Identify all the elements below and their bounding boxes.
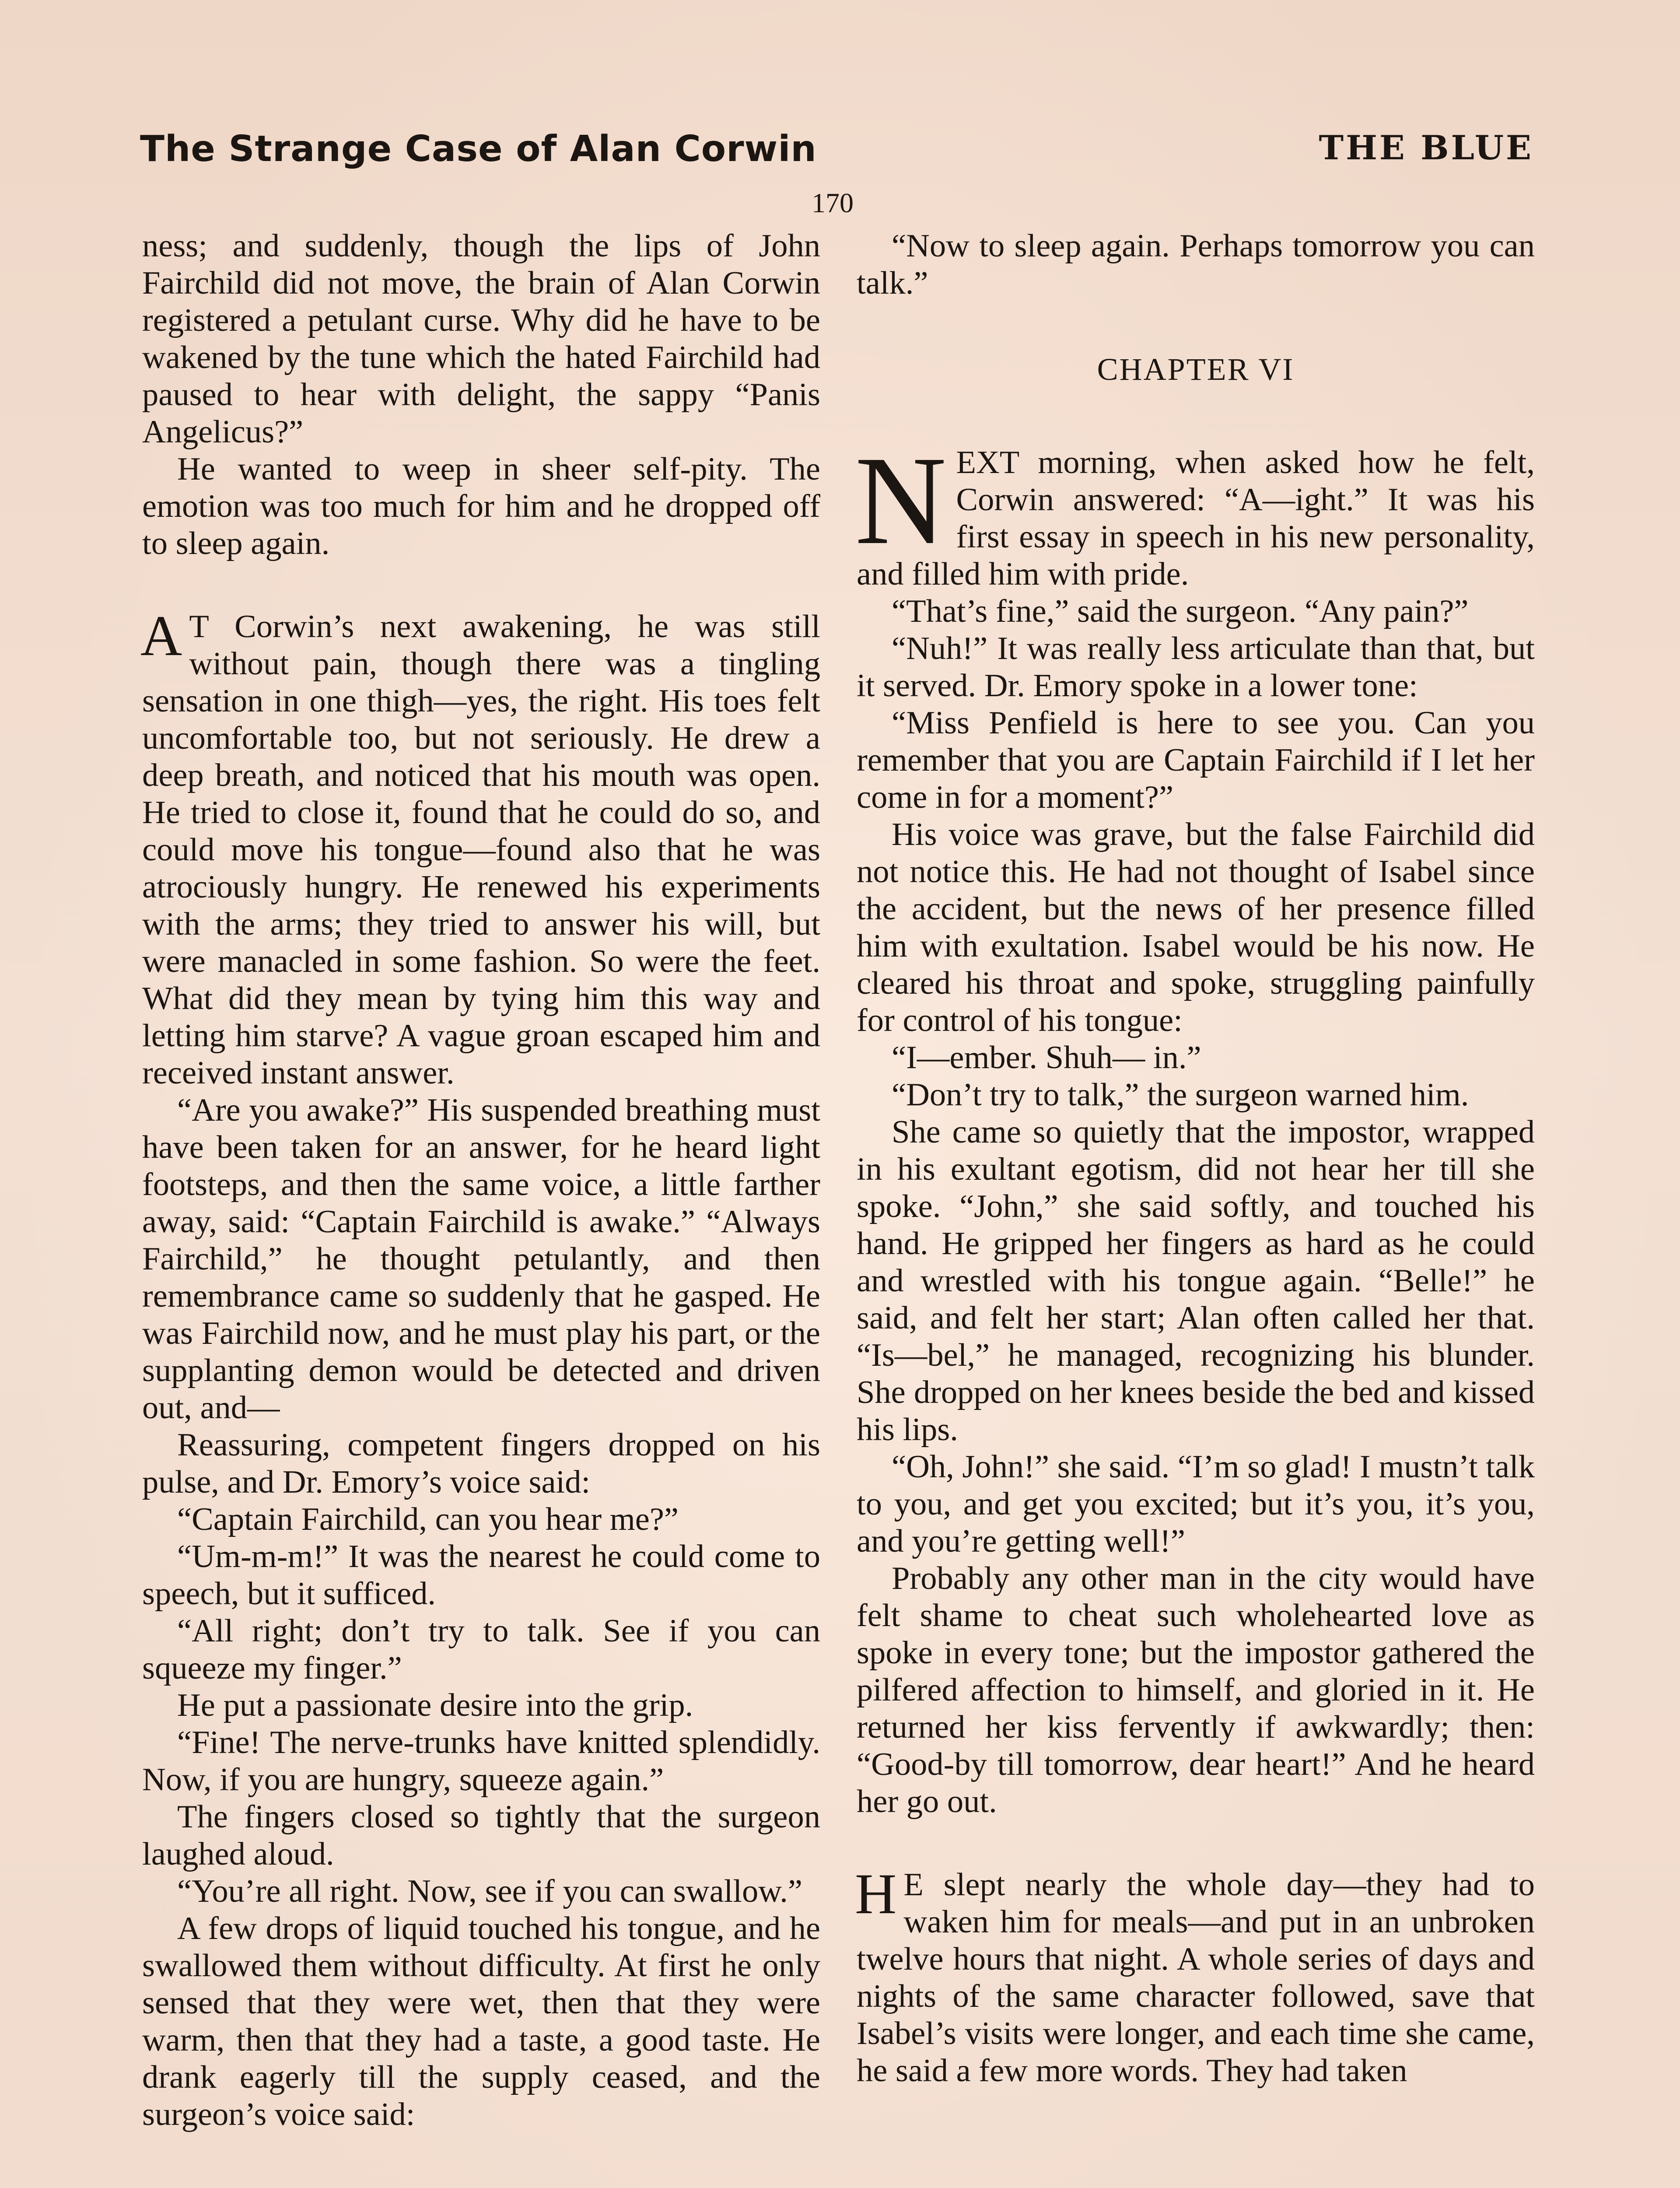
paragraph: “All right; don’t try to talk. See if you can squeeze my finger.” (142, 1613, 820, 1686)
paragraph: “Now to sleep again. Perhaps tomorrow you can talk.” (857, 228, 1535, 301)
paragraph-with-initial (855, 1862, 1535, 2090)
left-column (142, 228, 820, 2133)
paragraph: “Captain Fairchild, can you hear me?” (177, 1501, 679, 1537)
paragraph: “Don’t try to talk,” the surgeon warned him. (892, 1077, 1469, 1113)
paragraph: A few drops of liquid touched his tongue, and he swallowed them without difficulty. At first he only sensed that they were wet, then that they were warm, then that they had a taste, a good taste. He drank eagerly till the supply ceased, and the surgeon’s voice said: (142, 1911, 820, 2132)
paragraph: “Fine! The nerve-trunks have knitted splendidly. Now, if you are hungry, squeeze again.” (142, 1725, 820, 1798)
paragraph: Probably any other man in the city would have felt shame to cheat such wholehearted love as spoke in every tone; but the impostor gathered the pilfered affection to himself, and gloried in it. He returned her kiss fervently if awkwardly; then: “Good-by till tomorrow, dear heart!” And he heard her go out. (857, 1560, 1535, 1820)
paragraph: She came so quietly that the impostor, wrapped in his exultant egotism, did not hear her till she spoke. “John,” she said softly, and touched his hand. He gripped her fingers as hard as he could and wrestled with his tongue again. “Belle!” he said, and felt her start; Alan often called her that. “Is—bel,” he managed, recognizing his blunder. She dropped on her knees beside the bed and kissed his lips. (857, 1114, 1535, 1448)
drop-cap: A (140, 603, 182, 668)
paragraph: His voice was grave, but the false Fairchild did not notice this. He had not thought of Isabel since the accident, but the news of her presence filled him with exultation. Isabel would be his now. He cleared his throat and spoke, struggling painfully for control of his tongue: (857, 817, 1535, 1038)
paragraph: “Um-m-m!” It was the nearest he could come to speech, but it sufficed. (142, 1539, 820, 1612)
paragraph: The fingers closed so tightly that the surgeon laughed aloud. (142, 1799, 820, 1872)
paragraph-text: EXT morning, when asked how he felt, Corwin answered: “A—ight.” It was his first essay in speech in his new personality, and filled him with pride. (857, 445, 1535, 592)
paragraph-text: E slept nearly the whole day—they had to waken him for meals—and put in an unbroken twelve hours that night. A whole series of days and nights of the same character followed, save that Isabel’s visits were longer, and each time she came, he said a few more words. They had taken (857, 1867, 1535, 2089)
paragraph: He wanted to weep in sheer self-pity. The emotion was too much for him and he dropped off to sleep again. (142, 451, 820, 561)
paragraph: He put a passionate desire into the grip. (177, 1687, 693, 1723)
running-title: The Strange Case of Alan Corwin (140, 128, 817, 170)
paragraph: “That’s fine,” said the surgeon. “Any pain?” (892, 593, 1469, 629)
paragraph: “Oh, John!” she said. “I’m so glad! I mustn’t talk to you, and get you excited; but it’s you, it’s you, and you’re getting well!” (857, 1449, 1535, 1559)
page-number: 170 (812, 187, 854, 218)
drop-cap: H (855, 1862, 897, 1926)
paragraph-text: T Corwin’s next awakening, he was still without pain, though there was a tingling sensation in one thigh—yes, the right. His toes felt uncomfortable too, but not seriously. He drew a deep breath, and noticed that his mouth was open. He tried to close it, found that he could do so, and could move his tongue—found also that he was atrociously hungry. He renewed his experiments with the arms; they tried to answer his will, but were manacled in some fashion. So were the feet. What did they mean by tying him this way and letting him starve? A vague groan escaped him and received instant answer. (142, 609, 820, 1091)
right-column (857, 228, 1535, 2090)
magazine-name: THE BLUE (1319, 128, 1533, 167)
paragraph: “You’re all right. Now, see if you can swallow.” (177, 1873, 802, 1909)
chapter-heading: CHAPTER VI (1097, 352, 1295, 387)
paragraph-with-initial (140, 603, 820, 1092)
paragraph: “Nuh!” It was really less articulate than that, but it served. Dr. Emory spoke in a lower tone: (857, 631, 1535, 704)
drop-cap: N (855, 430, 947, 571)
paragraph: “Are you awake?” His suspended breathing must have been taken for an answer, for he heard light footsteps, and then the same voice, a little farther away, said: “Captain Fairchild is awake.” “Always Fairchild,” he thought petulantly, and then remembrance came so suddenly that he gasped. He was Fairchild now, and he must play his part, or the supplanting demon would be detected and driven out, and— (142, 1092, 820, 1426)
paragraph: “I—ember. Shuh— in.” (892, 1040, 1201, 1076)
paragraph: ness; and suddenly, though the lips of John Fairchild did not move, the brain of Alan Corwin registered a petulant curse. Why did he have to be wakened by the tune which the hated Fairchild had paused to hear with delight, the sappy “Panis Angelicus?” (142, 228, 820, 450)
paragraph-with-initial (855, 430, 1535, 593)
paragraph: “Miss Penfield is here to see you. Can you remember that you are Captain Fairchild if I let her come in for a moment?” (857, 705, 1535, 815)
paragraph: Reassuring, competent fingers dropped on his pulse, and Dr. Emory’s voice said: (142, 1427, 820, 1500)
